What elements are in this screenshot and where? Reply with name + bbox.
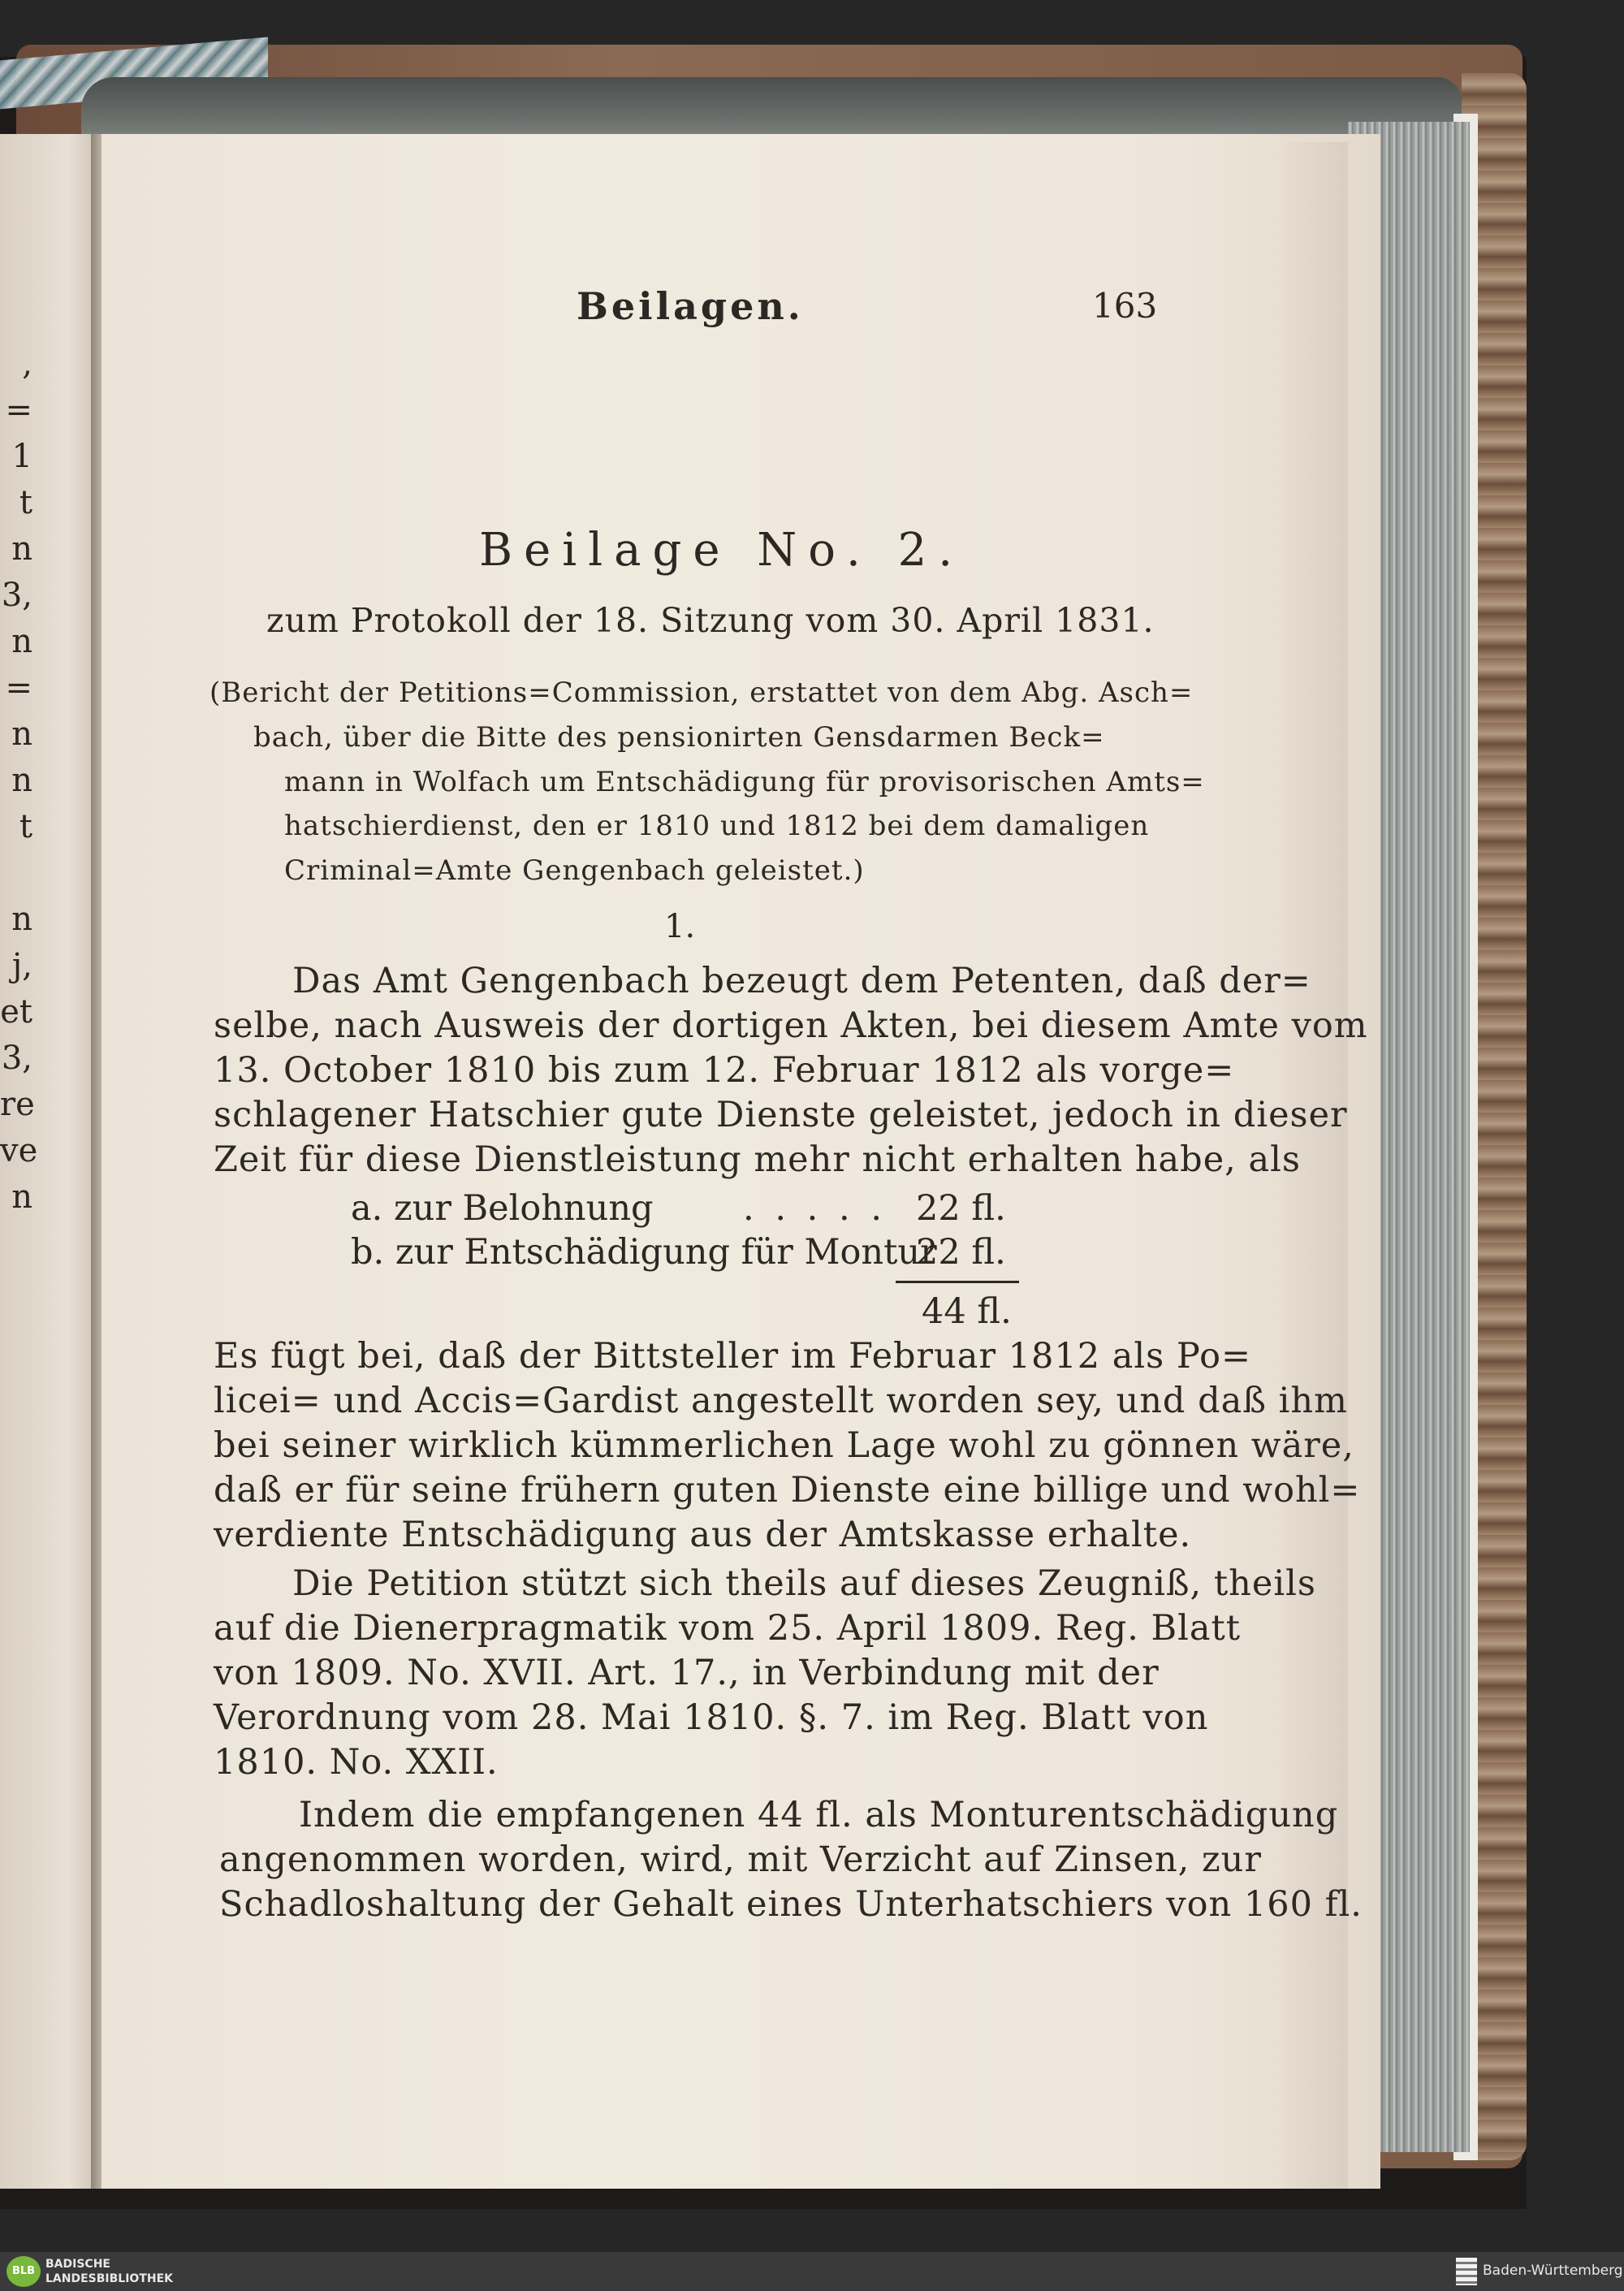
- paragraph-line: Verordnung vom 28. Mai 1810. §. 7. im Reg. Blatt von: [214, 1697, 1209, 1738]
- left-page-fragment: n: [11, 623, 32, 660]
- left-page-fragment: n: [11, 530, 32, 568]
- paragraph-line: Das Amt Gengenbach bezeugt dem Petenten, daß der=: [292, 961, 1311, 1001]
- left-page-fragment: n: [11, 1178, 32, 1216]
- paragraph-line: Schadloshaltung der Gehalt eines Unterhatschiers von 160 fl.: [219, 1884, 1363, 1925]
- paragraph-line: bei seiner wirklich kümmerlichen Lage wohl zu gönnen wäre,: [214, 1425, 1354, 1466]
- paragraph-line: 1810. No. XXII.: [214, 1742, 499, 1783]
- page-number: 163: [1092, 286, 1158, 326]
- item-label: a. zur Belohnung: [351, 1188, 654, 1229]
- blb-line: BADISCHE: [45, 2258, 110, 2271]
- left-page-fragment: et: [0, 993, 32, 1031]
- left-page-fragment: [0, 850, 32, 897]
- left-page-fragment: n: [11, 715, 32, 753]
- left-page-fragment: j,: [11, 947, 32, 984]
- blb-wordmark: [45, 2257, 173, 2286]
- paragraph-line: Die Petition stützt sich theils auf dieses Zeugniß, theils: [292, 1563, 1316, 1604]
- paragraph-line: schlagener Hatschier gute Dienste geleistet, jedoch in dieser: [214, 1095, 1348, 1135]
- left-page-fragment: =: [5, 391, 32, 429]
- left-page-text: [0, 341, 38, 1221]
- left-page-fragment: 3,: [1, 577, 32, 614]
- report-line: mann in Wolfach um Entschädigung für provisorischen Amts=: [284, 766, 1205, 798]
- left-page-fragment: t: [19, 808, 32, 845]
- footer-bar: [0, 2252, 1624, 2291]
- paragraph-line: Es fügt bei, daß der Bittsteller im Februar 1812 als Po=: [214, 1336, 1251, 1377]
- report-line: (Bericht der Petitions=Commission, erstattet von dem Abg. Asch=: [209, 676, 1194, 709]
- left-page-fragment: re: [0, 1086, 35, 1123]
- left-page-fragment: 1: [11, 438, 32, 475]
- paragraph-line: Zeit für diese Dienstleistung mehr nicht erhalten habe, als: [214, 1139, 1301, 1180]
- total-amount: 44 fl.: [922, 1291, 1012, 1332]
- blb-line: LANDESBIBLIOTHEK: [45, 2272, 174, 2285]
- paragraph-line: licei= und Accis=Gardist angestellt worden sey, und daß ihm: [214, 1381, 1348, 1421]
- bw-wordmark: Baden-Württemberg: [1483, 2263, 1623, 2279]
- item-label: b. zur Entschädigung für Montur: [351, 1232, 937, 1273]
- report-line: bach, über die Bitte des pensionirten Gensdarmen Beck=: [253, 721, 1105, 754]
- paragraph-line: verdiente Entschädigung aus der Amtskasse erhalte.: [214, 1515, 1192, 1555]
- item-dots: . . . . .: [743, 1188, 888, 1229]
- report-line: Criminal=Amte Gengenbach geleistet.): [284, 854, 865, 887]
- item-amount: 22 fl.: [916, 1188, 1006, 1229]
- beilage-title: Beilage No. 2.: [479, 524, 965, 577]
- left-page-fragment: 3,: [1, 1040, 32, 1077]
- left-page-fragment: n: [11, 762, 32, 799]
- paragraph-line: von 1809. No. XVII. Art. 17., in Verbindung mit der: [214, 1653, 1160, 1693]
- paragraph-line: Indem die empfangenen 44 fl. als Monturentschädigung: [299, 1795, 1339, 1835]
- left-page-fragment: t: [19, 484, 32, 521]
- running-title: Beilagen.: [577, 284, 804, 328]
- paragraph-line: selbe, nach Ausweis der dortigen Akten, bei diesem Amte vom: [214, 1005, 1368, 1046]
- report-line: hatschierdienst, den er 1810 und 1812 bei dem damaligen: [284, 810, 1150, 842]
- left-page-fragment: =: [5, 669, 32, 707]
- left-page-fragment: ,: [22, 345, 32, 383]
- sum-rule: [896, 1281, 1019, 1283]
- left-page-fragment: n: [11, 901, 32, 938]
- bw-crest-icon: [1456, 2258, 1477, 2285]
- blb-logo: BLB: [6, 2256, 41, 2287]
- paragraph-line: auf die Dienerpragmatik vom 25. April 1809. Reg. Blatt: [214, 1608, 1242, 1649]
- item-amount: 22 fl.: [916, 1232, 1006, 1273]
- section-number: 1.: [664, 908, 696, 945]
- paragraph-line: daß er für seine frühern guten Dienste eine billige und wohl=: [214, 1470, 1361, 1511]
- beilage-subtitle: zum Protokoll der 18. Sitzung vom 30. April 1831.: [266, 601, 1155, 640]
- left-page-fragment: ve: [0, 1132, 38, 1169]
- paragraph-line: 13. October 1810 bis zum 12. Februar 1812 als vorge=: [214, 1050, 1235, 1091]
- paragraph-line: angenommen worden, wird, mit Verzicht auf Zinsen, zur: [219, 1839, 1262, 1880]
